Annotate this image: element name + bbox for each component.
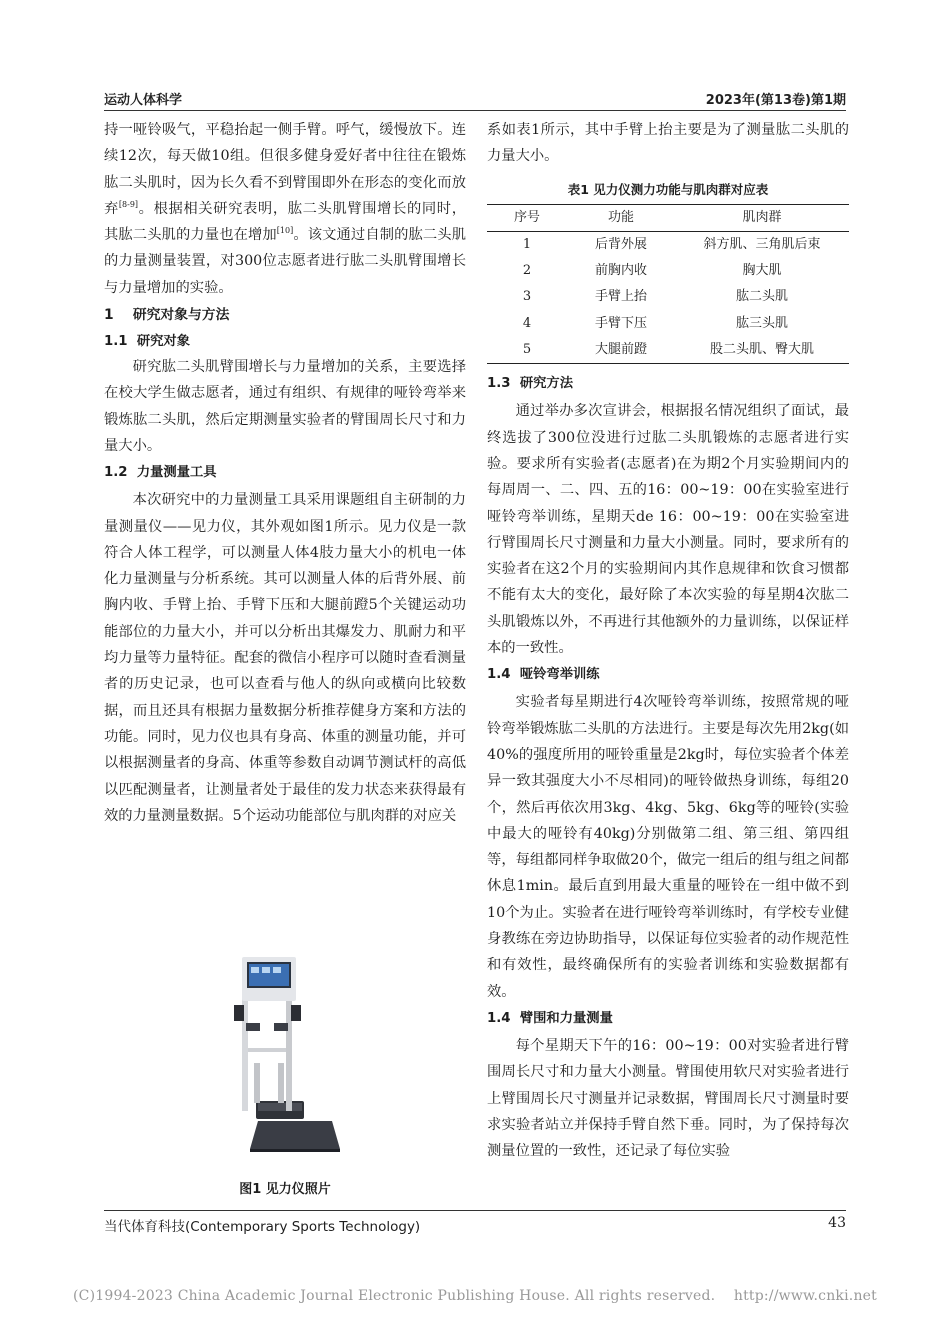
table-cell: 4 [522,315,532,331]
table-caption: 表1 见力仪测力功能与肌肉群对应表 [567,181,769,197]
table-row [487,311,849,337]
citation[interactable]: [10] [276,226,294,236]
subsection-heading: 1.4 哑铃弯举训练 [487,667,600,683]
header-rule [104,110,846,111]
table-cell: 肱三头肌 [735,315,788,331]
table-cell: 1 [522,236,532,252]
table-row [487,231,849,258]
table-cell: 5 [487,337,567,364]
body-paragraph: 研究肱二头肌臂围增长与力量增加的关系，主要选择在校大学生做志愿者，通过有组织、有规律的哑铃弯举来锻炼肱二头肌，然后定期测量实验者的臂围周长尺寸和力量大小。 [104,359,466,454]
table-cell: 胸大肌 [742,263,782,279]
table-cell: 后背外展 [594,236,647,252]
subsection-heading: 1.2 力量测量工具 [104,465,217,481]
force-function-muscle-table [487,204,849,365]
table-row [487,258,849,284]
body-paragraph: 实验者每星期进行4次哑铃弯举训练，按照常规的哑铃弯举锻炼肱二头肌的方法进行。主要是每次先用2kg(如40%的强度所用的哑铃重量是2kg时，每位实验者个体差异一致其强度大小不尽相同)的哑铃做热身训练，每组20个，然后再依次用3kg、4kg、5kg、6kg等的哑铃(实验中最大的哑铃有40kg)分别做第二组、第三组、第四组等，每组都同样争取做20个，做完一组后的组与组之间都休息1min。最后直到用最大重量的哑铃在一组中做不到10个为止。实验者在进行哑铃弯举训练时，有学校专业健身教练在旁边协助指导，以保证每位实验者的动作规范性和有效性，最终确保所有的实验者训练和实验数据都有效。 [487,694,849,1000]
issue-label: 2023年(第13卷)第1期 [705,93,846,108]
table-row [487,337,849,364]
table-cell: 股二头肌、臀大肌 [675,337,849,364]
table-cell: 斜方肌、三角肌后束 [703,236,821,252]
table-header-cell: 功能 [567,204,675,231]
body-paragraph: 系如表1所示，其中手臂上抬主要是为了测量肱二头肌的力量大小。 [487,122,849,165]
figure-caption: 图1 见力仪照片 [239,1182,331,1197]
table-cell: 手臂下压 [594,315,647,331]
force-meter-device-illustration [228,953,348,1163]
table-cell: 2 [522,263,532,279]
citation[interactable]: [8-9] [118,200,139,210]
table-cell: 3 [522,289,532,305]
body-paragraph: 本次研究中的力量测量工具采用课题组自主研制的力量测量仪——见力仪，其外观如图1所示。见力仪是一款符合人体工程学，可以测量人体4肢力量大小的机电一体化力量测量与分析系统。其可以测量人体的后背外展、前胸内收、手臂上抬、手臂下压和大腿前蹬5个关键运动功能部位的力量大小，并可以分析出其爆发力、肌耐力和平均力量等力量特征。配套的微信小程序可以随时查看测量者的历史记录，也可以查看与他人的纵向或横向比较数据，而且还具有根据力量数据分析推荐健身方案和方法的功能。同时，见力仪也具有身高、体重的测量功能，并可以根据测量者的身高、体重等参数自动调节测试杆的高低以匹配测量者，让测量者处于最佳的发力状态来获得最有效的力量测量数据。5个运动功能部位与肌肉群的对应关 [104,492,466,824]
footer-journal-name: 当代体育科技(Contemporary Sports Technology) [104,1219,421,1235]
table-header-row [487,204,849,231]
table-header-cell: 序号 [487,204,567,231]
subsection-heading: 1.4 臂围和力量测量 [487,1010,613,1026]
copyright-watermark: (C)1994-2023 China Academic Journal Electronic Publishing House. All rights reserved. http://www.cnki.net [73,1288,877,1304]
section-heading: 1 研究对象与方法 [104,307,230,324]
subsection-heading: 1.1 研究对象 [104,334,191,350]
journal-section-title: 运动人体科学 [104,93,183,108]
footer-rule [104,1210,846,1211]
table-cell: 肱二头肌 [735,289,788,305]
intro-paragraph: 持一哑铃吸气，平稳抬起一侧手臂。呼气，缓慢放下。连续12次，每天做10组。但很多健身爱好者中往往在锻炼肱二头肌时，因为长久看不到臂围即外在形态的变化而放弃[8-9]。根据相关研究表明，肱二头肌臂围增长的同时，其肱二头肌的力量也在增加[10]。该文通过自制的肱二头肌的力量测量装置，对300位志愿者进行肱二头肌臂围增长与力量增加的实验。 [104,122,467,296]
table-header-cell: 肌肉群 [675,204,849,231]
left-column [104,117,466,829]
page-number: 43 [828,1215,846,1231]
body-paragraph: 每个星期天下午的16：00~19：00对实验者进行臂围周长尺寸和力量大小测量。臂围使用软尺对实验者进行上臂围周长尺寸测量并记录数据，臂围周长尺寸测量时要求实验者站立并保持手臂自然下垂。同时，为了保持每次测量位置的一致性，还记录了每位实验 [487,1037,849,1160]
table-cell: 前胸内收 [594,263,647,279]
figure-1-device-photo [228,953,348,1163]
table-cell: 大腿前蹬 [567,337,675,364]
table-row [487,284,849,310]
table-cell: 手臂上抬 [594,289,647,305]
subsection-heading: 1.3 研究方法 [487,376,574,392]
body-paragraph: 通过举办多次宣讲会，根据报名情况组织了面试，最终选拔了300位没进行过肱二头肌锻炼的志愿者进行实验。要求所有实验者(志愿者)在为期2个月实验期间内的每周周一、二、四、五的16：00~19：00在实验室进行哑铃弯举训练，星期天de 16：00~19：00在实验室进行臂围周长尺寸测量和力量大小测量。同时，要求所有的实验者在这2个月的实验期间内其作息规律和饮食习惯都不能有太大的变化，最好除了本次实验的每星期4次肱二头肌锻炼以外，不再进行其他额外的力量训练，以保证样本的一致性。 [487,403,849,657]
right-column [487,117,849,1164]
